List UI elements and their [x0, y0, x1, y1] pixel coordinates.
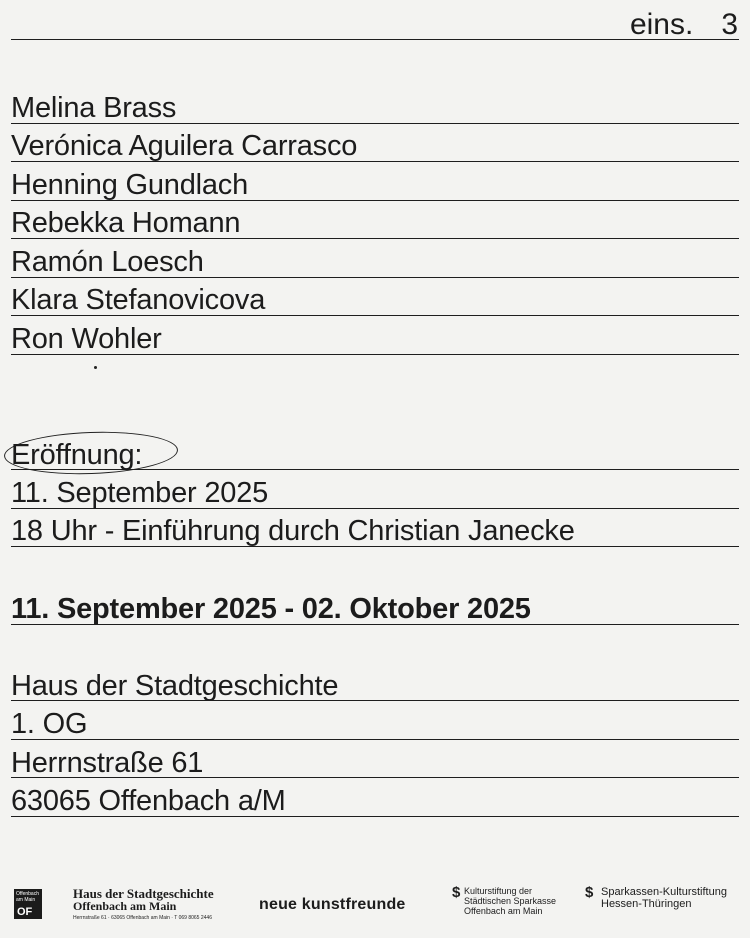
opening-time: 18 Uhr - Einführung durch Christian Janecke: [11, 515, 575, 547]
kulturstiftung-sparkasse-logo: $ Kulturstiftung der Städtischen Sparkasse Offenbach am Main: [452, 884, 557, 916]
venue-city: 63065 Offenbach a/M: [11, 785, 286, 817]
venue-street: Herrnstraße 61: [11, 747, 204, 779]
rule: [11, 354, 739, 355]
sponsor-footer: [0, 884, 750, 924]
rule: [11, 624, 739, 625]
rule: [11, 700, 739, 701]
artist-name: Verónica Aguilera Carrasco: [11, 130, 358, 162]
rule: [11, 469, 739, 470]
venue-name: Haus der Stadtgeschichte: [11, 670, 339, 702]
ink-dot: [94, 366, 97, 369]
opening-date: 11. September 2025: [11, 477, 269, 509]
rule: [11, 508, 739, 509]
rule: [11, 777, 739, 778]
rule: [11, 546, 739, 547]
page-number: 3: [721, 8, 738, 41]
sparkassen-kulturstiftung-logo: $ Sparkassen-Kulturstiftung Hessen-Thüringen: [585, 884, 727, 910]
opening-label: Eröffnung:: [11, 439, 143, 471]
exhibition-duration: 11. September 2025 - 02. Oktober 2025: [11, 593, 531, 625]
rule: [11, 277, 739, 278]
page-header: [630, 8, 738, 42]
offenbach-logo: Offenbach am Main OF: [14, 889, 42, 919]
venue-floor: 1. OG: [11, 708, 88, 740]
sparkasse-icon: $: [585, 884, 594, 901]
artist-name: Ramón Loesch: [11, 246, 204, 278]
rule: [11, 739, 739, 740]
rule: [11, 200, 739, 201]
rule: [11, 161, 739, 162]
neue-kunstfreunde-logo: neue kunstfreunde: [259, 896, 406, 913]
artist-name: Melina Brass: [11, 92, 177, 124]
rule: [11, 238, 739, 239]
rule: [11, 816, 739, 817]
header-rule: [11, 39, 739, 40]
header-title: eins.: [629, 8, 694, 41]
rule: [11, 123, 739, 124]
artist-name: Ron Wohler: [11, 323, 162, 355]
rule: [11, 315, 739, 316]
haus-der-stadtgeschichte-logo: Haus der Stadtgeschichte Offenbach am Main Herrnstraße 61 · 63065 Offenbach am Main · T 069 8065 2446: [73, 886, 214, 921]
artist-name: Klara Stefanovicova: [11, 284, 266, 316]
artist-name: Henning Gundlach: [11, 169, 249, 201]
sparkasse-icon: $: [452, 884, 461, 901]
artist-name: Rebekka Homann: [11, 207, 241, 239]
